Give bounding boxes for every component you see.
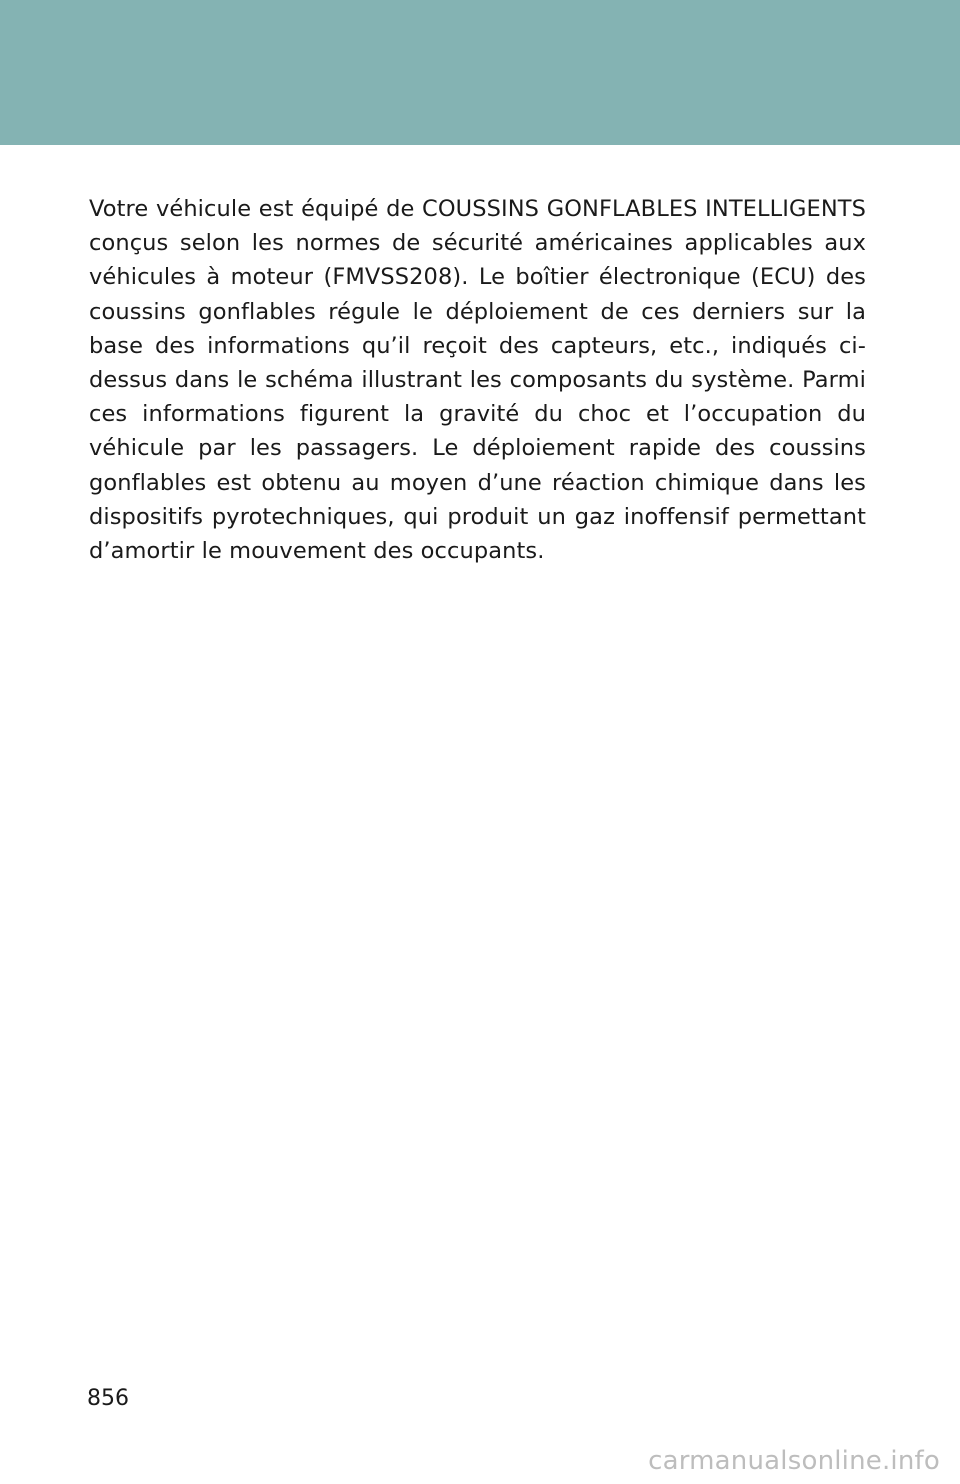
watermark-text: carmanualsonline.info	[648, 1446, 940, 1476]
body-paragraph: Votre véhicule est équipé de COUSSINS GONFLABLES INTELLIGENTS conçus selon les normes de sécurité américaines applicables aux véhicules à moteur (FMVSS208). Le boîtier électronique (ECU) des coussins gonflables régule le déploiement de ces derniers sur la base des informations qu’il reçoit des capteurs, etc., indiqués ci-dessus dans le schéma illustrant les composants du système. Parmi ces informations figurent la gravité du choc et l’occupation du véhicule par les passagers. Le déploiement rapide des coussins gonflables est obtenu au moyen d’une réaction chimique dans les dispositifs pyrotechniques, qui produit un gaz inoffensif permettant d’amortir le mouvement des occupants.	[89, 196, 866, 565]
header-band	[0, 0, 960, 145]
page-number: 856	[87, 1386, 129, 1411]
